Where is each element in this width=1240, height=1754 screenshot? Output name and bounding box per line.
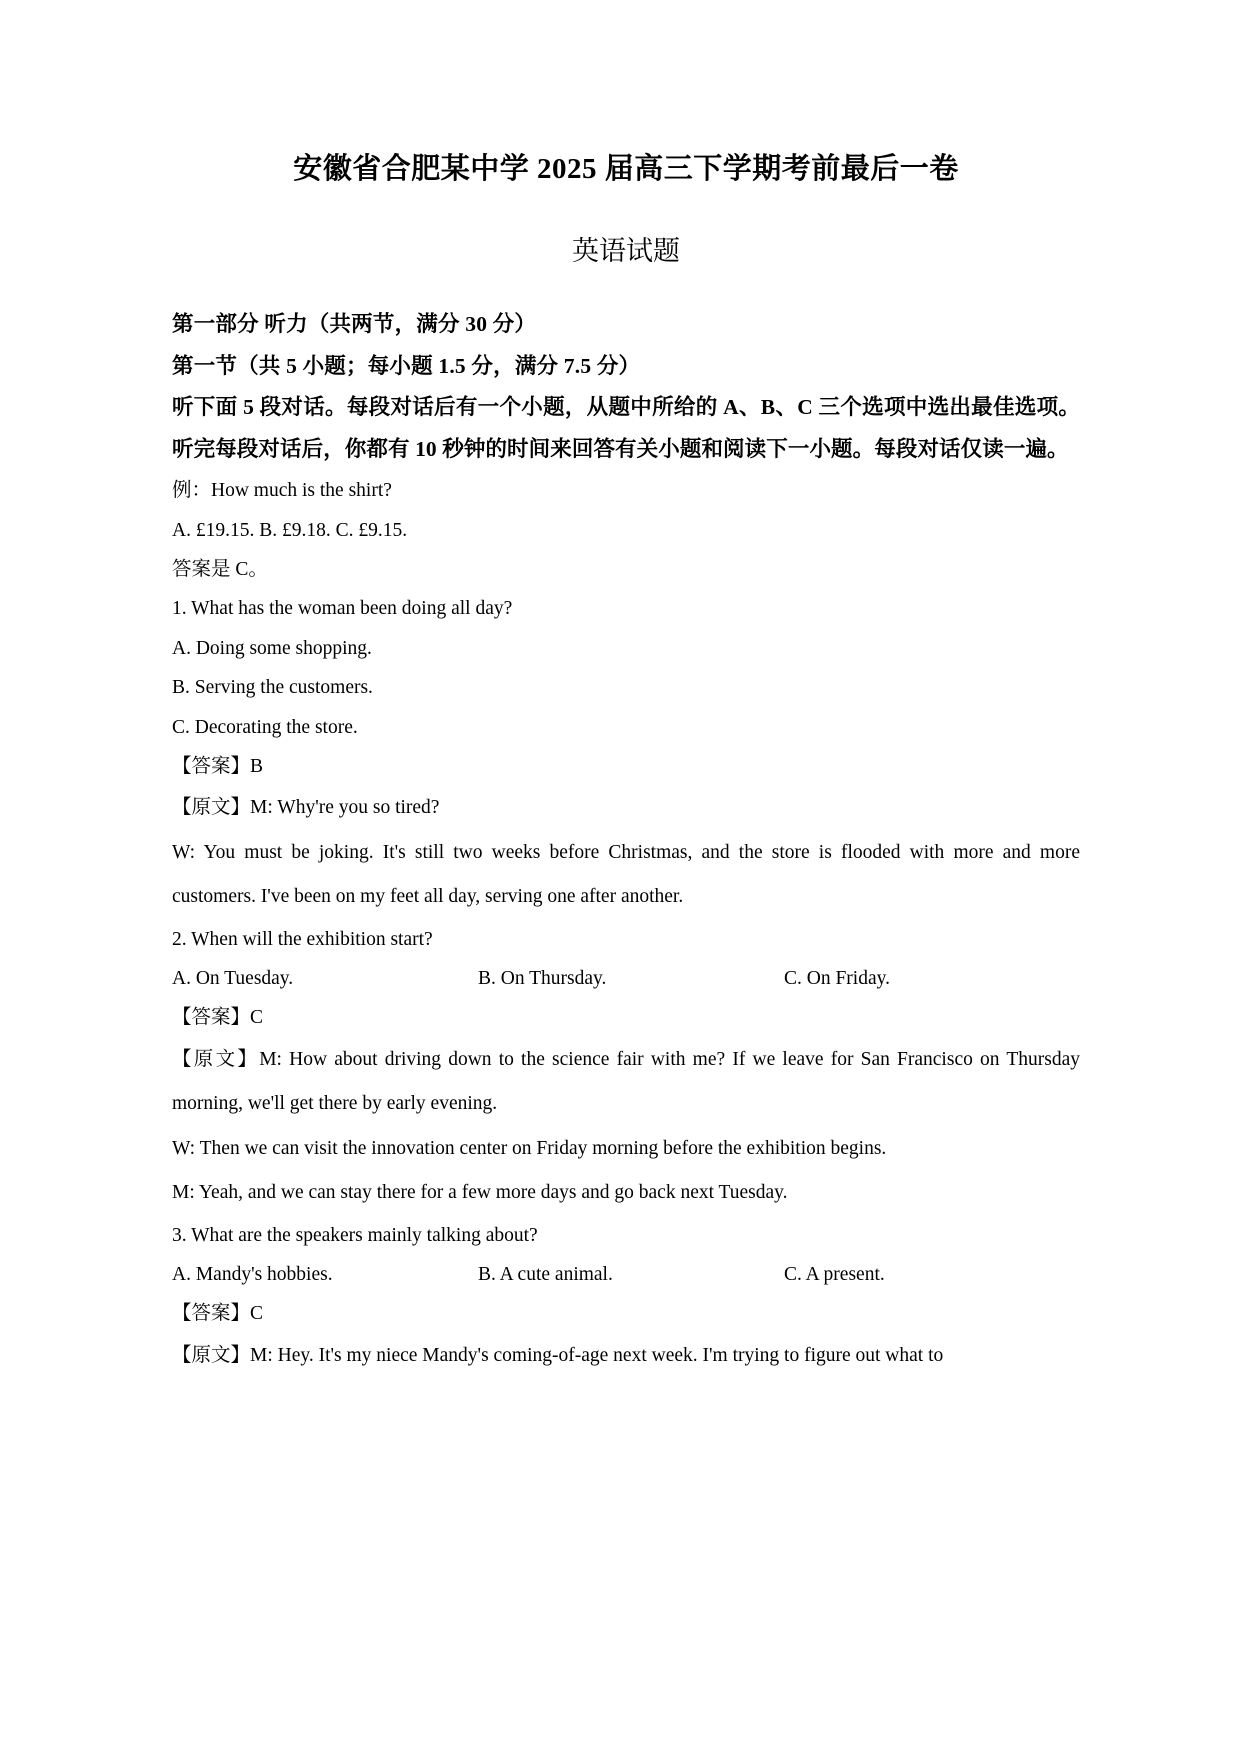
script-line: W: Then we can visit the innovation center on Friday morning before the exhibition begins. <box>172 1137 887 1159</box>
question-option: B. A cute animal. <box>478 1263 613 1285</box>
question-option: C. A present. <box>784 1263 885 1285</box>
listening-instructions: 听下面 5 段对话。每段对话后有一个小题，从题中所给的 A、B、C 三个选项中选出最佳选项。听完每段对话后，你都有 10 秒钟的时间来回答有关小题和阅读下一小题。每段对话仅读一遍。 <box>172 395 1080 462</box>
script-text: M: How about driving down to the science fair with me? If we leave for San Francisco on Thursday morning, we'll get there by early evening. <box>172 1048 1080 1115</box>
example-prompt: 例：How much is the shirt? <box>172 480 392 502</box>
answer-line <box>172 1294 1080 1333</box>
script-text: M: Why're you so tired? <box>250 797 440 819</box>
script-line <box>172 1038 1080 1127</box>
page-subtitle: 英语试题 <box>572 236 680 267</box>
script-line <box>172 786 1080 830</box>
answer-label: 【答案】 <box>172 1303 251 1325</box>
question-option: C. On Friday. <box>784 968 890 989</box>
question-option: B. On Thursday. <box>478 968 607 989</box>
answer-line <box>172 747 1080 786</box>
answer-label: 【答案】 <box>172 1007 251 1029</box>
script-line: M: Yeah, and we can stay there for a few more days and go back next Tuesday. <box>172 1182 788 1204</box>
script-label: 【原文】 <box>172 797 251 819</box>
part-one-subsection-header: 第一节（共 5 小题；每小题 1.5 分，满分 7.5 分） <box>172 353 641 378</box>
question-option: A. Mandy's hobbies. <box>172 1263 333 1285</box>
part-one-header: 第一部分 听力（共两节，满分 30 分） <box>172 311 537 336</box>
question-stem: 2. When will the exhibition start? <box>172 928 433 950</box>
script-label: 【原文】 <box>172 1048 260 1070</box>
script-label: 【原文】 <box>172 1344 251 1366</box>
script-line: W: You must be joking. It's still two weeks before Christmas, and the store is flooded with more and more customers. I've been on my feet all day, serving one after another. <box>172 841 1080 908</box>
answer-label: 【答案】 <box>172 755 251 777</box>
question-option: C. Decorating the store. <box>172 716 358 738</box>
question-options-row <box>172 1255 1080 1294</box>
question-stem: 1. What has the woman been doing all day? <box>172 598 513 620</box>
example-options: A. £19.15. B. £9.18. C. £9.15. <box>172 519 408 541</box>
answer-line <box>172 998 1080 1037</box>
answer-value: B <box>250 755 264 777</box>
page-title: 安徽省合肥某中学 2025 届高三下学期考前最后一卷 <box>293 153 959 185</box>
question-option: B. Serving the customers. <box>172 677 373 699</box>
script-line <box>172 1334 1080 1378</box>
question-option: A. On Tuesday. <box>172 968 294 989</box>
question-option: A. Doing some shopping. <box>172 637 372 659</box>
answer-value: C <box>250 1007 264 1029</box>
answer-value: C <box>250 1303 264 1325</box>
example-answer: 答案是 C。 <box>172 559 268 581</box>
question-options-row <box>172 959 1080 998</box>
script-text: M: Hey. It's my niece Mandy's coming-of-age next week. I'm trying to figure out what to <box>250 1344 944 1366</box>
question-stem: 3. What are the speakers mainly talking about? <box>172 1224 538 1246</box>
